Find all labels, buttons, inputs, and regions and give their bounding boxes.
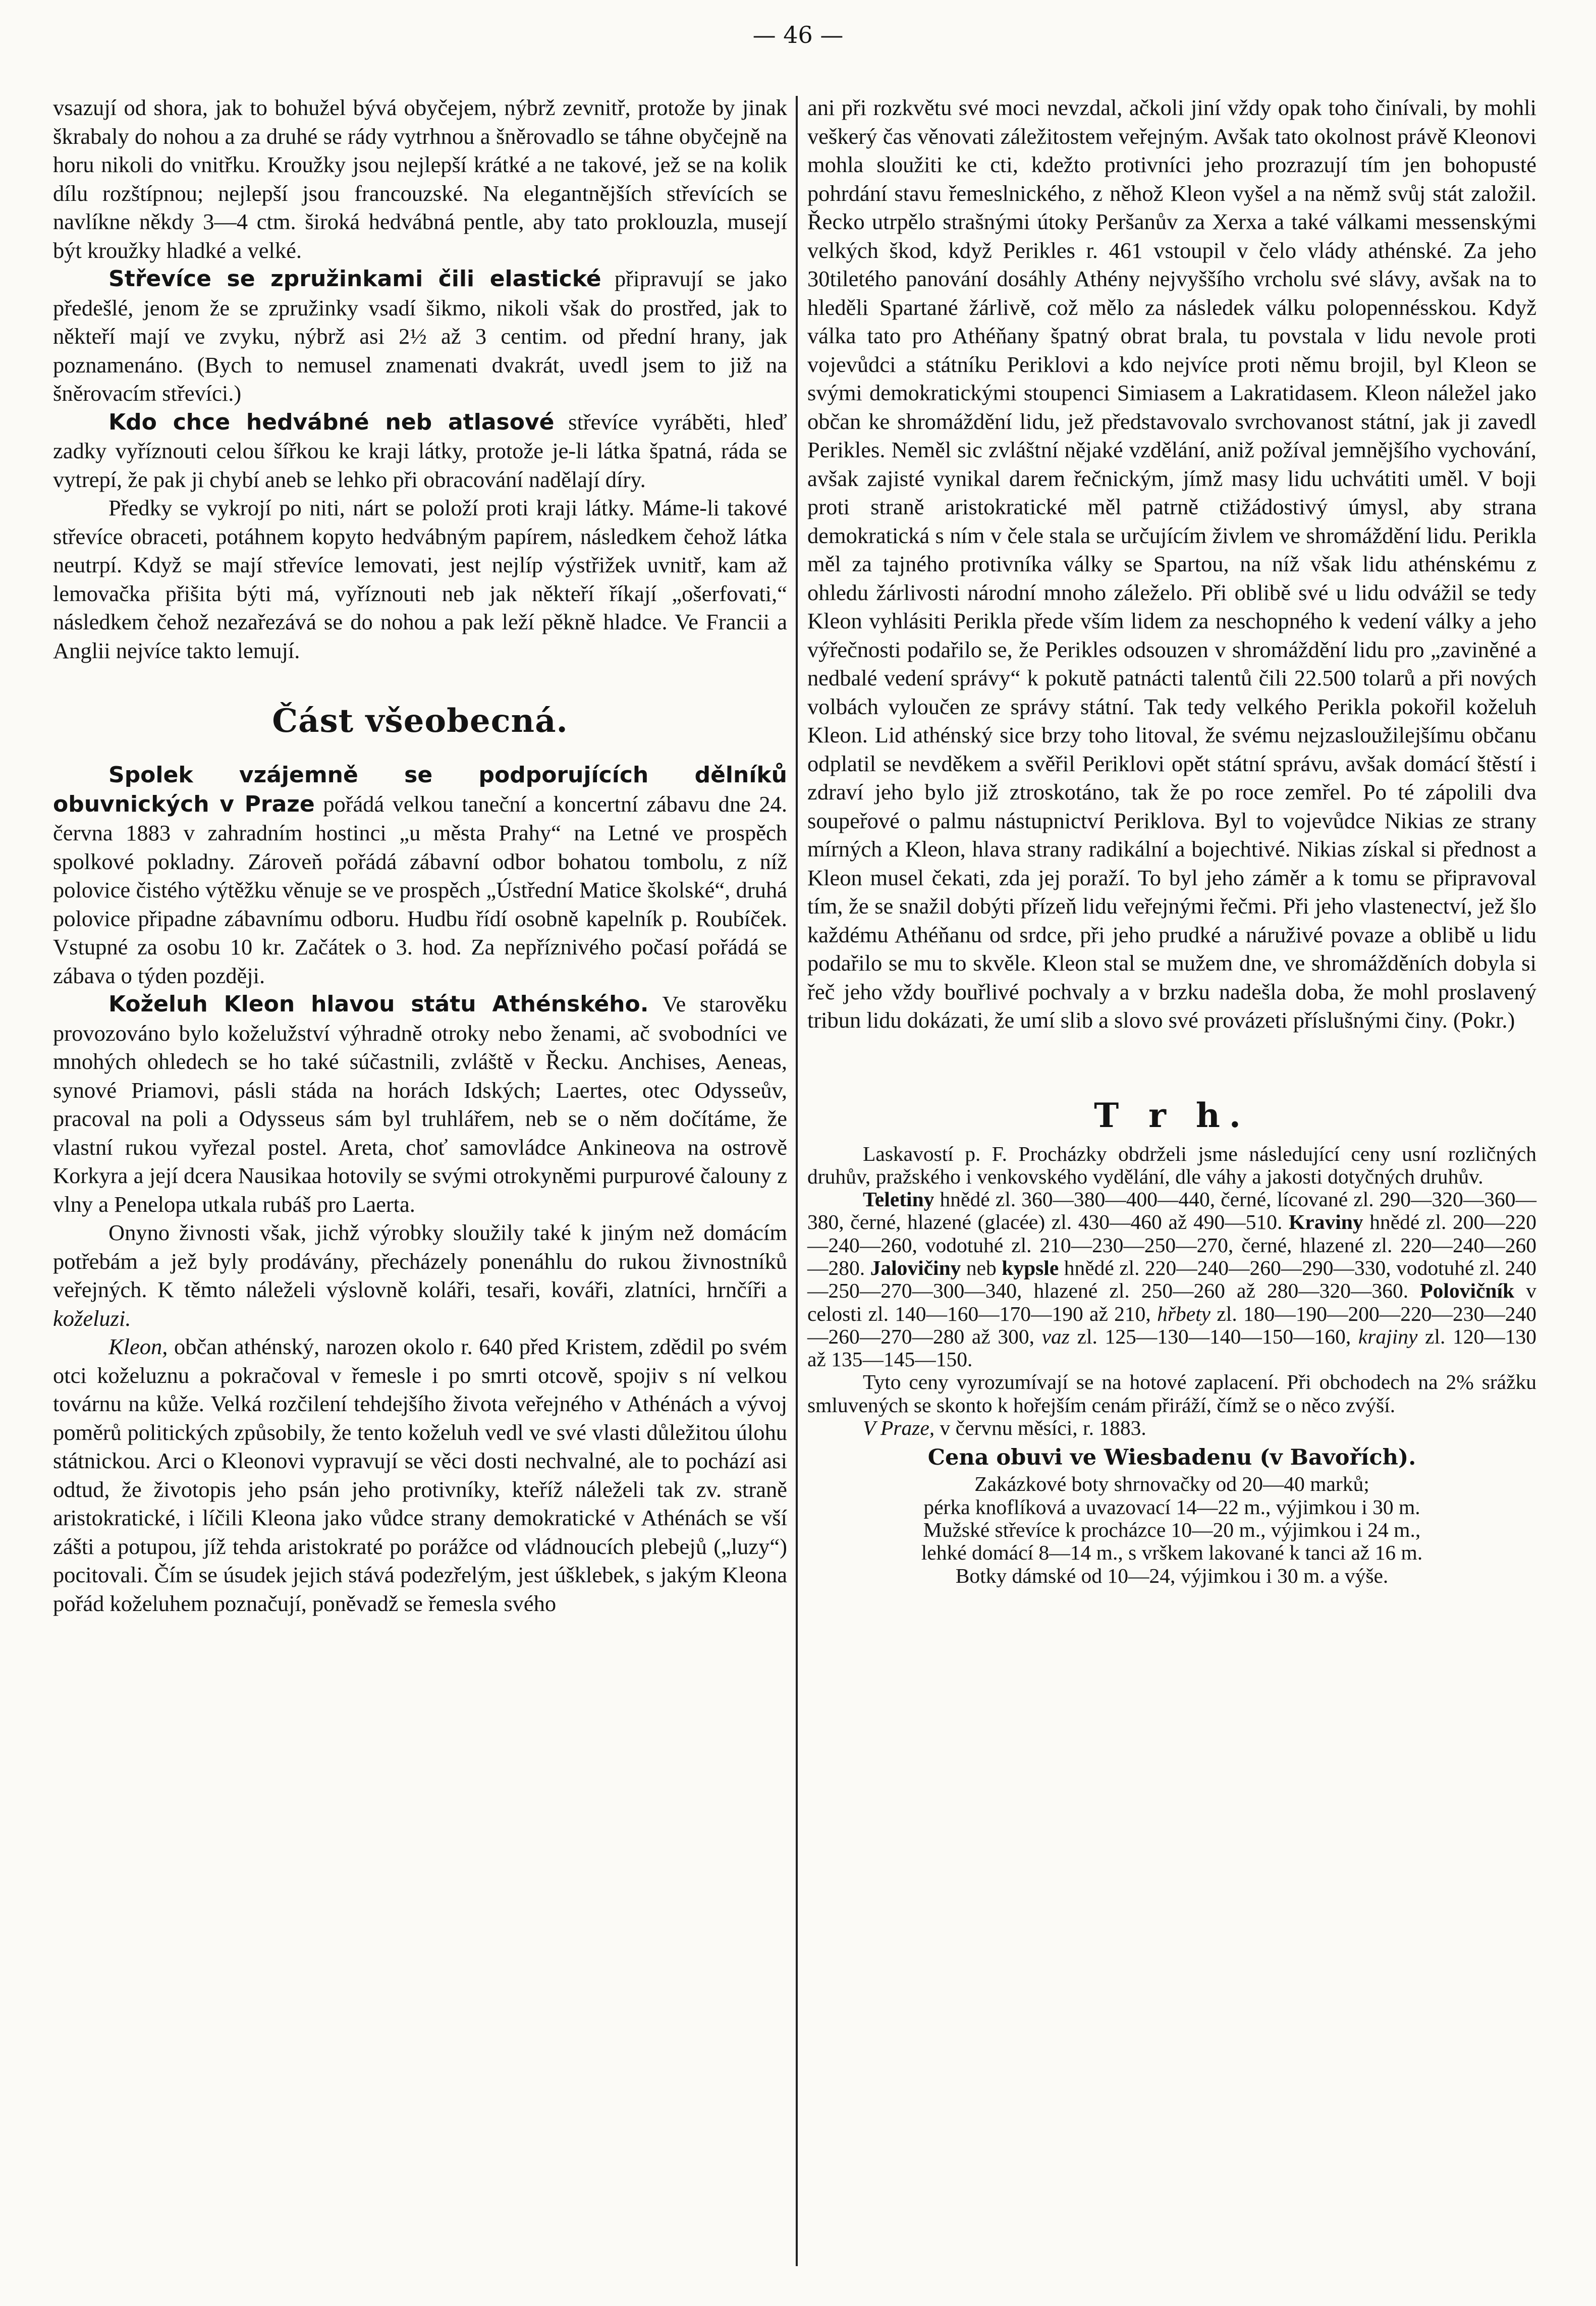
lead-kleon: Koželuh Kleon hlavou státu Athénského.: [108, 991, 649, 1017]
right-column: [807, 93, 1536, 1587]
price-calfskin: hnědé zl. 360—380—400—440, černé, lícované zl. 290—320—360—380, černé, hlazené (glacée) zl. 430—460 až 490—510.: [807, 1188, 1536, 1234]
market-intro: Laskavostí p. F. Procházky obdrželi jsme následující ceny usní rozličných druhův, pražského i venkovského vydělání, dle váhy a jakosti dotyčných druhův.: [807, 1142, 1536, 1188]
lead-society: Spolek vzájemně se podporujících dělníků obuvnických v Praze: [53, 762, 787, 817]
price-bellies: zl. 120—130 až 135—145—150.: [807, 1324, 1537, 1371]
lead-silk-shoes: Kdo chce hedvábné neb atlasové: [108, 409, 555, 435]
price-heifer-sep: neb: [961, 1256, 1002, 1279]
paragraph-kleon-bio: [53, 1332, 787, 1618]
market-report: [807, 1143, 1536, 1587]
article-shoes-continuation: vsazují od shora, jak to bohužel bývá obyčejem, nýbrž zevnitř, protože by jinak škrabaly do nohou a za druhé se rády vytrhnou a šněrovadlo se táhne obyčejně na horu nikoli do vnitřku. Kroužky jsou nejlepší krátké a ne takové, jež se na kolik dílu rozštípnou; nejlepší jsou francouzské. Na elegantnějších střevících se navlíkne někdy 3—4 ctm. široká hedvábná pentle, aby tato proklouzla, musejí být kroužky hladké a velké.: [53, 95, 787, 263]
paragraph-uppers: Předky se vykrojí po niti, nárt se položí proti kraji látky. Máme-li takové střevíce obraceti, potáhnem kopyto hedvábným papírem, následkem čehož látka neutrpí. Když se mají střevíce lemovati, jest nejlíp výstřižek uvnitř, kam až lemovačka přišita býti má, vyříznouti neb jak někteří říkají „ošerfovati,“ následkem čehož nezařezává se do nohou a pak leží pěkně hladce. Ve Francii a Anglii nejvíce takto lemují.: [53, 495, 787, 663]
price-cowhide: hnědé zl. 200—220—240—260, vodotuhé zl. 210—230—250—270, černé, hlazené zl. 220—240—260—280.: [807, 1210, 1536, 1279]
price-heifer-label: Jalovičiny: [870, 1256, 961, 1279]
paragraph-trades: [53, 1218, 787, 1332]
price-cowhide-label: Kraviny: [1289, 1210, 1363, 1234]
price-half: v celosti zl. 140—160—170—190 až 210,: [807, 1279, 1536, 1325]
price-bellies-label: krajiny: [1358, 1324, 1418, 1348]
lead-elastic-shoes: Střevíce se zpružinkami čili elastické: [108, 266, 601, 292]
page-number: — 46 —: [752, 21, 844, 48]
text-silk-shoes: střevíce vyráběti, hleď zadky vyříznouti celou šířkou ke kraji látky, protože je-li látka špatná, ráda se vytrepí, že pak ji chybí aneb se lehko při obracování nadělají díry.: [53, 409, 787, 492]
text-elastic-shoes: připravují se jako předešlé, jenom že se zpružinky vsadí šikmo, nikoli však do prostřed, jak to někteří mají ve zvyku, nýbrž asi 2½ až 3 centim. od přední hrany, jak poznamenáno. (Bych to nemusel znamenati dvakrát, uvedl jsem to již na šněrovacím střevíci.): [53, 266, 787, 406]
market-prices: [807, 1188, 1536, 1371]
dateline-place: V Praze,: [863, 1416, 935, 1440]
paragraph-silk-shoes: [53, 408, 787, 494]
dateline-date: v červnu měsíci, r. 1883.: [934, 1416, 1146, 1440]
price-backs-label: hřbety: [1157, 1302, 1211, 1325]
article-kleon-continuation: ani při rozkvětu své moci nevzdal, ačkoli jiní vždy opak toho činívali, by mohli veškerý čas věnovati záležitostem veřejným. Avšak tato okolnost právě Kleonovi mohla sloužiti ke cti, kdežto protivníci jeho prozrazují tím jen bohopusté pohrdání stavu řemeslnického, z něhož Kleon vyšel a na němž svůj stát založil. Řecko utrpělo strašnými útoky Peršanův za Xerxa a také válkami messenskými velkých škod, když Perikles r. 461 vstoupil v čelo vlády athénské. Za jeho 30tiletého panování dosáhly Athény nejvyššího vrcholu své slávy, avšak na to hleděli Spartané žárlivě, což mělo za následek válku polopennésskou. Když válka tato pro Athéňany špatný obrat brala, tu povstala v lidu nevole proti vojevůdci a státníku Periklovi a kdo nejvíce proti němu brojil, byl Kleon se svými demokratickými stoupenci Simiasem a Lakratidasem. Kleon náležel jako občan ke shromáždění lidu, jež představovalo svrchovanost státní, jak ji zavedl Perikles. Neměl sic zvláštní nějaké vzdělání, aniž požíval jemnějšího vychování, avšak zajisté vynikal darem řečnickým, jímž masy lidu uchvátiti uměl. V boji proti straně aristokratické měl patrně ctižádostivý úmysl, aby strana demokratická s ním v čele stala se určujícím živlem ve shromáždění lidu. Perikla měl za tajného protivníka války se Spartou, na níž však lidu athénskému z ohledu žárlivosti národní mnoho záleželo. Při oblibě své u lidu odvážil se tedy Kleon vyhlásiti Perikla přede vším lidem za neschopného k vedení války a jeho výřečnosti podařilo se, že Perikles odsouzen v shromáždění lidu pro „zaviněné a nedbalé vedení správy“ k pokutě patnácti talentů čili 22.500 tolarů a při nových volbách vyloučen ze správy státní. Tak tedy velkého Perikla pokořil koželuh Kleon. Lid athénský sice brzy toho litoval, že svému nejzasloužilejšímu občanu odplatil se nevděkem a svěřil Periklovi opět státní správu, avšak domácí štěstí i zdraví jeho bylo již ztroskotáno, tak že po roce zemřel. Po té zápolili dva soupeřové o palmu nástupnictví Periklova. Byl to vojevůdce Nikias ze strany mírných a Kleon, hlava strany radikální a bojechtivé. Nikias získal si přednost a Kleon musel čekati, zda jej poraží. To byl jeho záměr a k tomu se připravoval tím, že se snažil dobýti přízeň lidu veřejnými řečmi. Při jeho vlastenectví, jež šlo každému Athéňanu od srdce, při jeho prudké a náruživé povaze a oblibě u lidu podařilo se mu to skvěle. Kleon stal se mužem dne, ve shromážděních dobyla si řeč jeho vždy bouřlivé pochvaly a v brzku nadešla doba, že mohl proslavený tribun lidu dokázati, že umí slib a slovo své provázeti příslušnými činy. (Pokr.): [807, 95, 1536, 1033]
wiesbaden-line: pérka knoflíková a uvazovací 14—22 m., výjimkou i 30 m.: [923, 1495, 1420, 1519]
column-divider: [796, 96, 798, 2266]
paragraph-elastic-shoes: [53, 264, 787, 408]
price-neck-label: vaz: [1041, 1324, 1070, 1348]
text-kleon-intro: Ve starověku provozováno bylo koželužství výhradně otroky nebo ženami, ač svobodníci ve mnohých ohledech se ho také súčastnili, zvláště v Řecku. Anchises, Aeneas, synové Priamovi, pásli stáda na horách Idských; Laertes, otec Odysseův, pracoval na poli a Odysseus sám byl truhlářem, neb se o něm dočítáme, že vlastní rukou vyřezal postel. Areta, choť samovládce Ankineova na ostrově Korkyra a její dcera Nausikaa hotovily se svými otrokyněmi purpurové čalouny z vlny a Penelopa utkala rubáš pro Laerta.: [53, 991, 788, 1217]
wiesbaden-line: Botky dámské od 10—24, výjimkou i 30 m. a výše.: [955, 1564, 1389, 1587]
wiesbaden-title: Cena obuvi ve Wiesbadenu (v Bavořích).: [927, 1445, 1416, 1471]
section-title-general: Část všeobecná.: [272, 702, 568, 740]
left-column: [53, 93, 787, 1618]
text-tanners: koželuzi.: [53, 1305, 131, 1331]
wiesbaden-line: Mužské střevíce k procházce 10—20 m., výjimkou i 24 m.,: [923, 1518, 1421, 1541]
price-kips-label: kypsle: [1002, 1256, 1059, 1279]
section-spacer: [53, 665, 787, 701]
market-spacer: [807, 1035, 1536, 1095]
market-dateline: [807, 1417, 1536, 1439]
price-backs: zl. 180—190—200—220—230—240—260—270—280 až 300,: [807, 1302, 1536, 1348]
price-half-label: Polovičník: [1420, 1279, 1515, 1303]
paragraph-kleon-intro: [53, 990, 787, 1218]
wiesbaden-line: Zakázkové boty shrnovačky od 20—40 marků;: [974, 1472, 1369, 1496]
text-society: pořádá velkou taneční a koncertní zábavu dne 24. června 1883 v zahradním hostinci „u města Prahy“ na Letné ve prospěch spolkové pokladny. Zároveň pořádá zábavní odbor bohatou tombolu, z níž polovice čistého výtěžku věnuje se ve prospěch „Ústřední Matice školské“, druhá polovice připadne zábavnímu odboru. Hudbu řídí osobně kapelník p. Roubíček. Vstupné za osobu 10 kr. Začátek o 3. hod. Za nepříznivého počasí pořádá se zábava o týden později.: [53, 791, 787, 988]
price-neck: zl. 125—130—140—150—160,: [1069, 1324, 1358, 1348]
market-terms: Tyto ceny vyrozumívají se na hotové zaplacení. Při obchodech na 2% srážku smluvených se skonto k hořejším cenám přiráží, čímž se o něco zvýší.: [807, 1370, 1536, 1417]
price-calfskin-label: Teletiny: [863, 1188, 934, 1211]
paragraph-society-dance: [53, 761, 787, 990]
text-kleon-bio: občan athénský, narozen okolo r. 640 před Kristem, zdědil po svém otci koželuznu a pokračoval v řemesle i po smrti otcově, spojiv s ní velkou továrnu na kůže. Velká rozčilení tehdejšího života veřejného v Athénách a vývoj poměrů politických způsobily, že tento koželuh vedl ve své vlasti důležitou úlohu státnickou. Arci o Kleonovi vypravují se věci dosti nechvalné, ale to pochází asi odtud, že životopis jeho psán jeho protivníky, kteříž náleželi tak zv. straně aristokratické, i líčili Kleona jako vůdce strany demokratické v Athénách se vší zášti a potupou, jíž tehda aristokraté po porážce od vládnoucích plebejů („luzy“) pocitovali. Čím se úsudek jejich stává podezřelým, jest úšklebek, s jakým Kleona pořád koželuhem poznačují, poněvadž se řemesla svého: [53, 1334, 787, 1616]
price-kips: hnědé zl. 220—240—260—290—330, vodotuhé zl. 240—250—270—300—340, hlazené zl. 250—260 až 280—320—360.: [807, 1256, 1536, 1303]
text-kleon-name: Kleon,: [108, 1334, 168, 1359]
section-title-market: T r h.: [1094, 1095, 1250, 1135]
text-trades: Onyno živnosti však, jichž výrobky sloužily také k jiným než domácím potřebám a jež byly prodávány, přecházely ponenáhlu do rukou živnostníků veřejných. K těmto náleželi výslovně koláři, tesaři, kováři, zlatníci, hrnčíři a: [53, 1220, 787, 1302]
wiesbaden-line: lehké domácí 8—14 m., s vrškem lakované k tanci až 16 m.: [921, 1541, 1423, 1565]
